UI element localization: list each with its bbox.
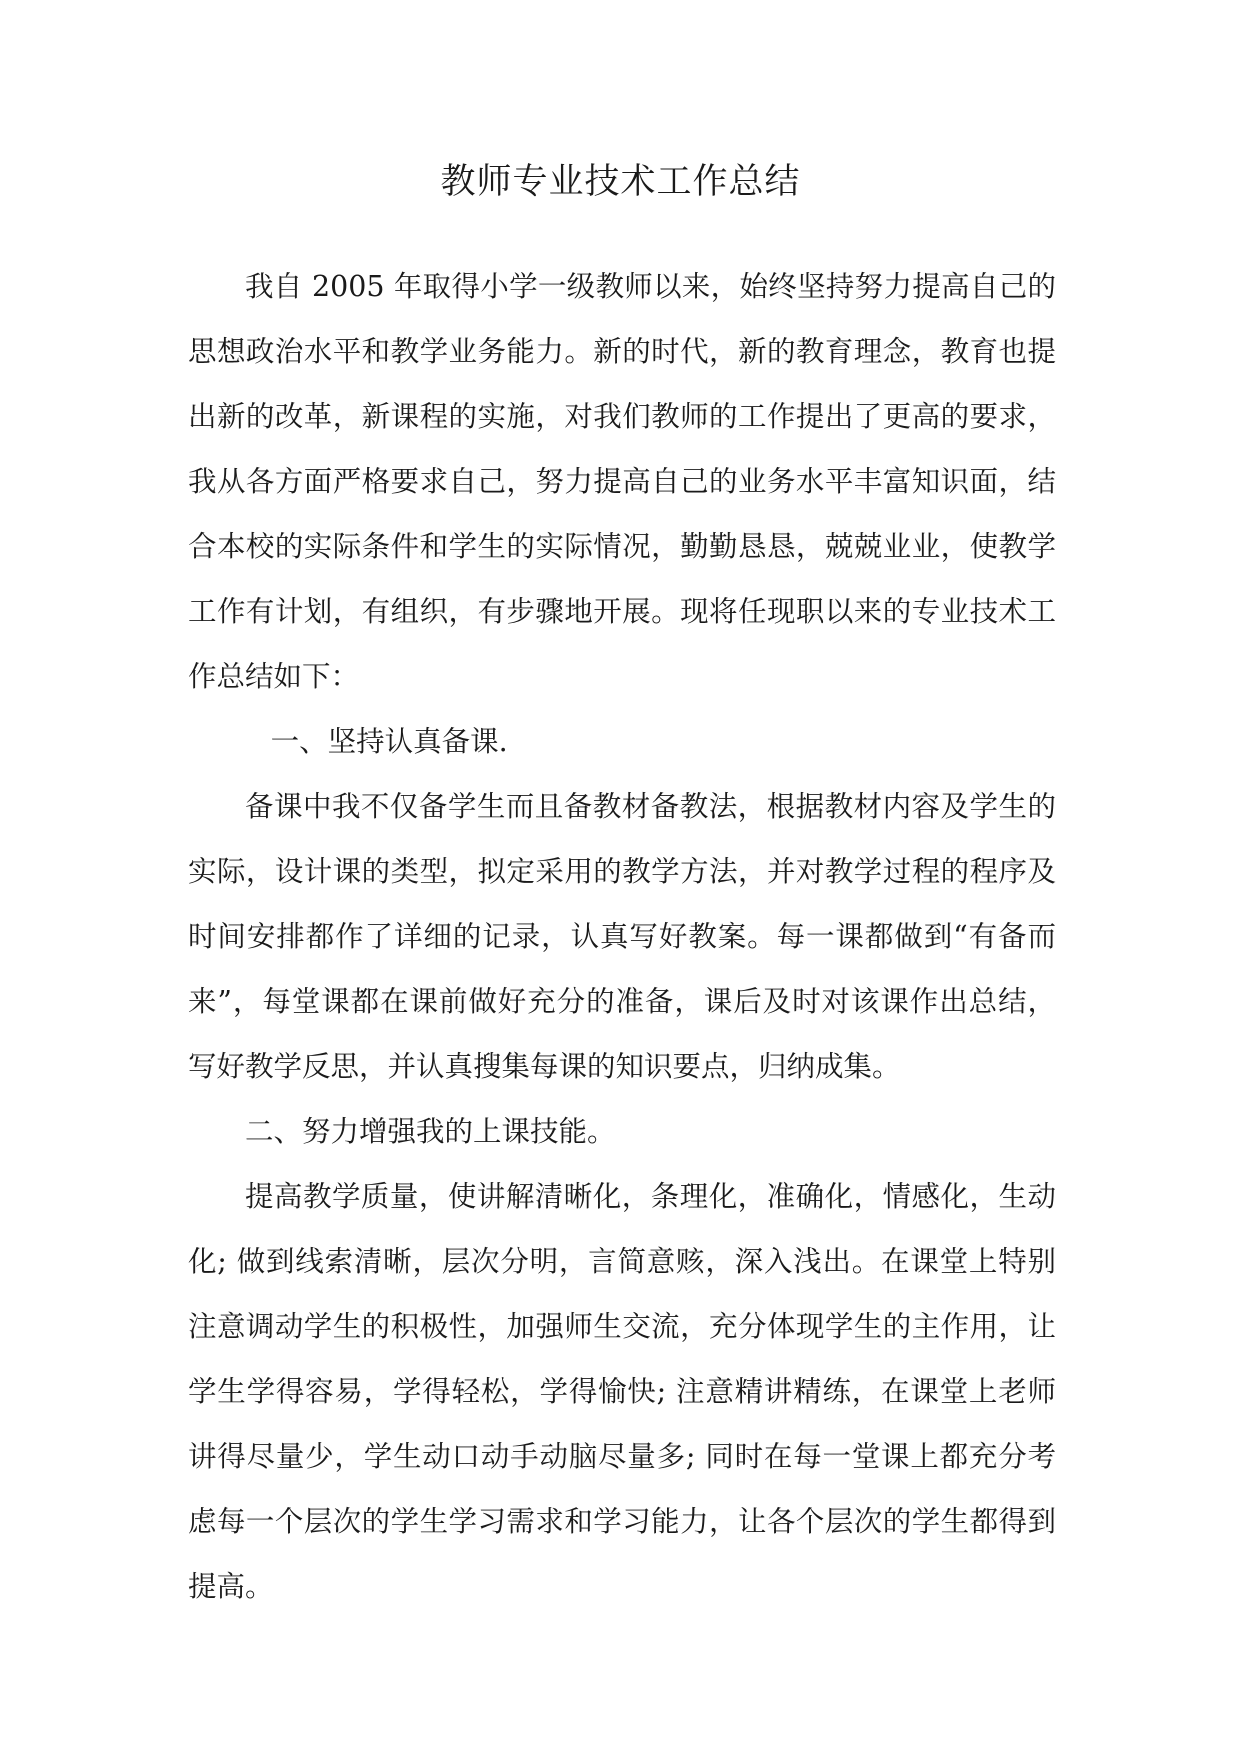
section-heading-2: 二、努力增强我的上课技能。 bbox=[245, 1115, 616, 1148]
document-title: 教师专业技术工作总结 bbox=[440, 162, 801, 202]
paragraph-intro: 我自 2005 年取得小学一级教师以来，始终坚持努力提高自己的思想政治水平和教学业务能力。新的时代，新的教育理念，教育也提出新的改革，新课程的实施，对我们教师的工作提出了更高的要求，我从各方面严格要求自己，努力提高自己的业务水平丰富知识面，结合本校的实际条件和学生的实际情况，勤勤恳恳，兢兢业业，使教学工作有计划，有组织，有步骤地开展。现将任现职以来的专业技术工作总结如下： bbox=[188, 270, 1056, 693]
paragraph-lesson-preparation: 备课中我不仅备学生而且备教材备教法，根据教材内容及学生的实际，设计课的类型，拟定采用的教学方法，并对教学过程的程序及时间安排都作了详细的记录，认真写好教案。每一课都做到“有备而来”，每堂课都在课前做好充分的准备，课后及时对该课作出总结，写好教学反思，并认真搜集每课的知识要点，归纳成集。 bbox=[188, 790, 1056, 1083]
section-heading-1: 一、坚持认真备课. bbox=[270, 725, 508, 758]
paragraph-teaching-skills: 提高教学质量，使讲解清晰化，条理化，准确化，情感化，生动化; 做到线索清晰，层次分明，言简意赅，深入浅出。在课堂上特别注意调动学生的积极性，加强师生交流，充分体现学生的主作用，让学生学得容易，学得轻松，学得愉快; 注意精讲精练，在课堂上老师讲得尽量少，学生动口动手动脑尽量多; 同时在每一堂课上都充分考虑每一个层次的学生学习需求和学习能力，让各个层次的学生都得到提高。 bbox=[188, 1180, 1056, 1603]
document-body bbox=[188, 254, 1056, 1619]
